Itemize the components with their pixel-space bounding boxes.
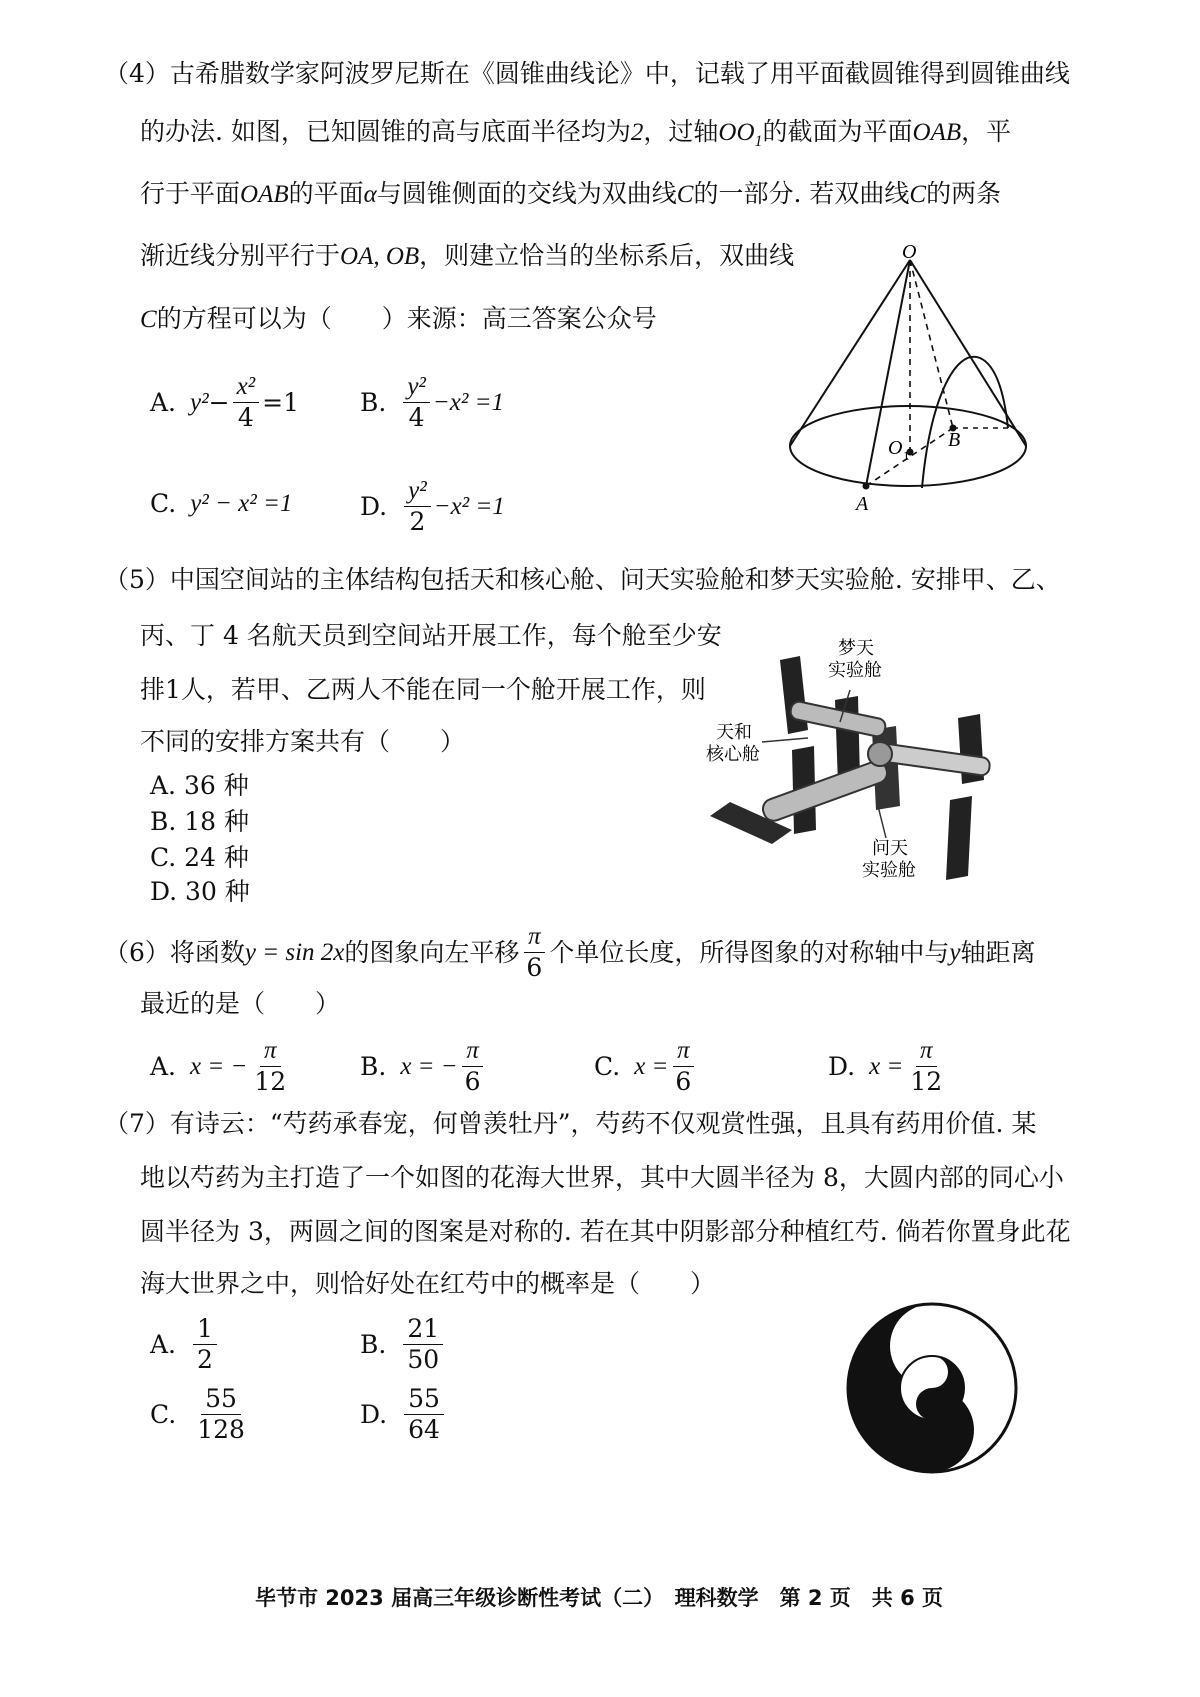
q5-option-b: B. 18 种 — [150, 807, 250, 836]
flower-sea-figure — [842, 1298, 1022, 1478]
q7-option-d: D. $\frac{55}{64}$ — [360, 1384, 447, 1445]
q6-line-2: 最近的是（ ） — [140, 989, 341, 1018]
space-station-figure — [700, 630, 1000, 890]
label-tianhe-2: 核心舱 — [706, 744, 760, 765]
q7-option-a: A. $\frac{1}{2}$ — [150, 1314, 220, 1375]
cone-label-o1: O — [888, 437, 903, 459]
q4-line-3: 行于平面OAB的平面α与圆锥侧面的交线为双曲线C的一部分. 若双曲线C的两条 — [140, 179, 1002, 208]
label-wentian-1: 问天 — [872, 838, 908, 859]
label-wentian-2: 实验舱 — [862, 860, 916, 881]
q6-option-b: B. x = − $\frac{\pi}{6}$ — [360, 1036, 488, 1097]
q6-option-c: C. x = $\frac{\pi}{6}$ — [594, 1036, 698, 1097]
q4-line-5: C的方程可以为（ ）来源：高三答案公众号 — [140, 304, 657, 333]
label-mengtian-1: 梦天 — [838, 638, 874, 659]
q7-line-1: （7）有诗云：“芍药承春宠，何曾羡牡丹”，芍药不仅观赏性强，且具有药用价值. 某 — [104, 1109, 1037, 1138]
q7-line-4: 海大世界之中，则恰好处在红芍中的概率是（ ） — [140, 1269, 716, 1298]
label-mengtian-2: 实验舱 — [828, 660, 882, 681]
q4-line-1: （4）古希腊数学家阿波罗尼斯在《圆锥曲线论》中，记载了用平面截圆锥得到圆锥曲线 — [104, 59, 1070, 88]
q4-option-a: A. y² − $\frac{\text{x²}}{4}$ =1 — [150, 373, 300, 432]
q4-option-c: C. y² − x² =1 — [150, 489, 293, 518]
q7-option-b: B. $\frac{21}{50}$ — [360, 1314, 446, 1375]
cone-label-b: B — [948, 429, 961, 451]
q5-option-a: A. 36 种 — [150, 771, 249, 800]
q4-option-b: B. $\frac{\text{y²}}{4}$ −x² =1 — [360, 373, 505, 432]
page-footer: 毕节市 2023 届高三年级诊断性考试（二） 理科数学 第 2 页 共 6 页 — [255, 1586, 944, 1610]
cone-label-a: A — [856, 493, 869, 515]
q6-option-a: A. x = − $\frac{\pi}{12}$ — [150, 1037, 287, 1096]
q4-line-2: 的办法. 如图，已知圆锥的高与底面半径均为2，过轴$OO_1$的截面为平面OAB，平 — [140, 117, 1012, 150]
label-tianhe-1: 天和 — [716, 722, 752, 743]
q4-option-d: D. $\frac{\text{y²}}{2}$ −x² =1 — [360, 477, 505, 536]
q5-line-4: 不同的安排方案共有（ ） — [140, 727, 466, 756]
q7-line-3: 圆半径为 3，两圆之间的图案是对称的. 若在其中阴影部分种植红芍. 倘若你置身此花 — [140, 1217, 1071, 1246]
q7-option-c: C. $\frac{55}{128}$ — [150, 1384, 245, 1444]
q7-line-2: 地以芍药为主打造了一个如图的花海大世界，其中大圆半径为 8，大圆内部的同心小 — [140, 1163, 1064, 1192]
q5-option-c: C. 24 种 — [150, 843, 249, 872]
q6-option-d: D. x = $\frac{\pi}{12}$ — [828, 1037, 943, 1096]
cone-label-o: O — [902, 241, 917, 263]
q5-line-1: （5）中国空间站的主体结构包括天和核心舱、问天实验舱和梦天实验舱. 安排甲、乙、 — [104, 565, 1061, 594]
cone-label-o1-sub: 1 — [903, 448, 910, 463]
q4-line-4: 渐近线分别平行于OA, OB，则建立恰当的坐标系后，双曲线 — [140, 241, 795, 270]
q6-line-1: （6）将函数 y = sin 2x 的图象向左平移 $\frac{\pi}{6}$ 个单位长度，所得图象的对称轴中与 y 轴距离 — [104, 923, 1036, 982]
q5-line-3: 排1人，若甲、乙两人不能在同一个舱开展工作，则 — [140, 675, 706, 704]
q5-option-d: D. 30 种 — [150, 877, 250, 906]
cone-figure — [780, 240, 1050, 520]
q5-line-2: 丙、丁 4 名航天员到空间站开展工作，每个舱至少安 — [140, 621, 722, 650]
